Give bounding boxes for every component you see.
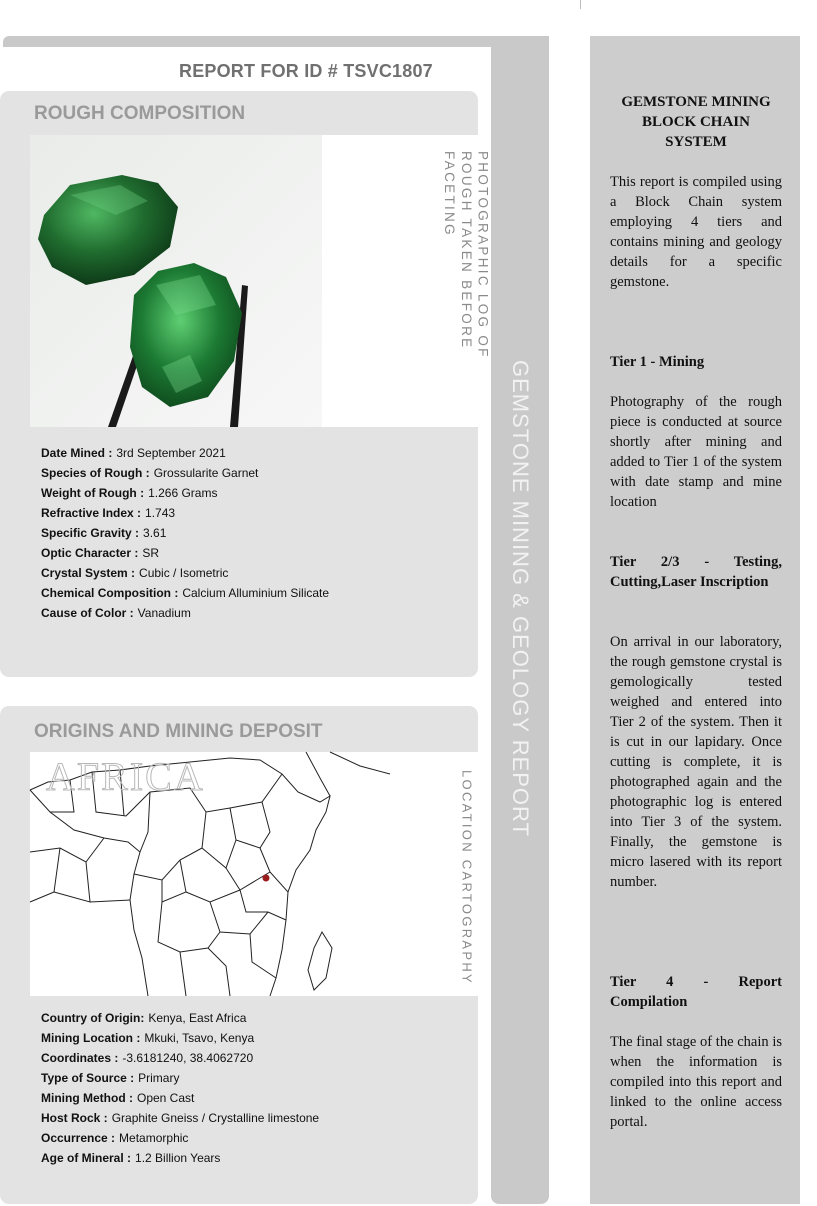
field-label: Chemical Composition : bbox=[41, 586, 179, 600]
field-label: Weight of Rough : bbox=[41, 486, 145, 500]
tier23-title: Tier 2/3 - Testing, Cutting,Laser Inscription bbox=[610, 554, 782, 590]
field-value: Kenya, East Africa bbox=[148, 1011, 247, 1025]
field-label: Occurrence : bbox=[41, 1131, 116, 1145]
field-value: Vanadium bbox=[137, 606, 191, 620]
field-label: Crystal System : bbox=[41, 566, 136, 580]
tier23-text: On arrival in our laboratory, the rough gemstone crystal is gemologically tested weighed and entered into Tier 2 of the system. Then it is cut in our lapidary. Once cutting is complete, it is photographed again and the photographic log is entered into Tier 3 of the system. Finally, the gemstone is micro lasered with its report number. bbox=[610, 634, 782, 890]
field-row bbox=[41, 1088, 319, 1108]
field-row bbox=[41, 1108, 319, 1128]
rough-photo-caption: PHOTOGRAPHIC LOG OF ROUGH TAKEN BEFORE FACETING bbox=[441, 151, 491, 359]
field-row bbox=[41, 583, 329, 603]
divider-mark bbox=[580, 0, 581, 9]
field-value: Primary bbox=[138, 1071, 180, 1085]
field-value: Mkuki, Tsavo, Kenya bbox=[144, 1031, 255, 1045]
tier4-title: Tier 4 - Report Compilation bbox=[610, 974, 782, 1010]
field-label: Cause of Color : bbox=[41, 606, 134, 620]
field-label: Mining Method : bbox=[41, 1091, 133, 1105]
field-row bbox=[41, 1068, 319, 1088]
field-value: Cubic / Isometric bbox=[139, 566, 229, 580]
rough-fields bbox=[41, 443, 329, 623]
field-row bbox=[41, 1008, 319, 1028]
field-label: Country of Origin: bbox=[41, 1011, 145, 1025]
field-row bbox=[41, 503, 329, 523]
tier4-text: The final stage of the chain is when the information is compiled into this report and linked to the online access portal. bbox=[610, 1034, 782, 1130]
field-value: Graphite Gneiss / Crystalline limestone bbox=[111, 1111, 320, 1125]
field-value: 3.61 bbox=[143, 526, 167, 540]
field-row bbox=[41, 1128, 319, 1148]
map-area bbox=[30, 752, 478, 996]
field-value: Calcium Alluminium Silicate bbox=[182, 586, 330, 600]
field-row bbox=[41, 603, 329, 623]
field-value: 1.743 bbox=[145, 506, 176, 520]
field-value: SR bbox=[142, 546, 160, 560]
field-value: 3rd September 2021 bbox=[116, 446, 226, 460]
field-label: Refractive Index : bbox=[41, 506, 142, 520]
report-title: REPORT FOR ID # TSVC1807 bbox=[179, 61, 433, 81]
field-label: Type of Source : bbox=[41, 1071, 135, 1085]
field-value: 1.266 Grams bbox=[148, 486, 218, 500]
vertical-band-title: GEMSTONE MINING & GEOLOGY REPORT bbox=[508, 360, 533, 837]
mine-location-marker bbox=[263, 875, 270, 882]
sidebar-heading: GEMSTONE MINING BLOCK CHAIN SYSTEM bbox=[621, 94, 771, 150]
field-row bbox=[41, 523, 329, 543]
field-value: Open Cast bbox=[136, 1091, 195, 1105]
field-label: Coordinates : bbox=[41, 1051, 119, 1065]
field-label: Specific Gravity : bbox=[41, 526, 140, 540]
map-caption: LOCATION CARTOGRAPHY bbox=[459, 770, 475, 986]
field-label: Date Mined : bbox=[41, 446, 113, 460]
field-label: Mining Location : bbox=[41, 1031, 141, 1045]
rough-gemstone-photo bbox=[30, 135, 322, 427]
field-label: Age of Mineral : bbox=[41, 1151, 132, 1165]
field-row bbox=[41, 563, 329, 583]
field-row bbox=[41, 483, 329, 503]
field-row bbox=[41, 1028, 319, 1048]
field-label: Host Rock : bbox=[41, 1111, 108, 1125]
field-value: -3.6181240, 38.4062720 bbox=[122, 1051, 254, 1065]
field-row bbox=[41, 543, 329, 563]
africa-map bbox=[30, 752, 390, 996]
rough-composition-title: ROUGH COMPOSITION bbox=[34, 103, 246, 124]
rough-photo-area bbox=[30, 135, 491, 427]
field-row bbox=[41, 1048, 319, 1068]
field-label: Optic Character : bbox=[41, 546, 139, 560]
field-row bbox=[41, 1148, 319, 1168]
field-row bbox=[41, 463, 329, 483]
top-bar bbox=[3, 36, 549, 47]
sidebar-intro: This report is compiled using a Block Chain system employing 4 tiers and contains mining and geology details for a specific gemstone. bbox=[610, 174, 782, 290]
tier1-title: Tier 1 - Mining bbox=[610, 354, 705, 370]
field-value: 1.2 Billion Years bbox=[135, 1151, 221, 1165]
field-value: Metamorphic bbox=[119, 1131, 189, 1145]
map-label: AFRICA bbox=[46, 754, 205, 799]
tier1-text: Photography of the rough piece is conducted at source shortly after mining and added to Tier 1 of the system with date stamp and mine location bbox=[610, 394, 782, 510]
field-label: Species of Rough : bbox=[41, 466, 150, 480]
field-value: Grossularite Garnet bbox=[153, 466, 259, 480]
field-row bbox=[41, 443, 329, 463]
origins-title: ORIGINS AND MINING DEPOSIT bbox=[34, 721, 323, 742]
origins-fields bbox=[41, 1008, 319, 1168]
